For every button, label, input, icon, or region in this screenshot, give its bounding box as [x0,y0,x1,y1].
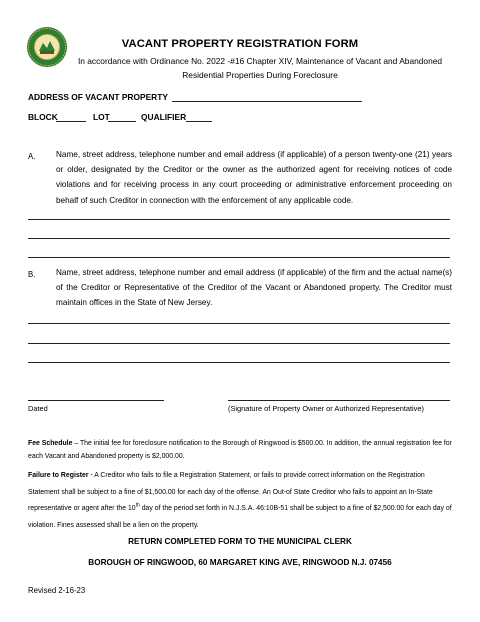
revised-date: Revised 2-16-23 [28,586,86,595]
dated-label: Dated [28,404,48,413]
section-a-line-3[interactable] [28,257,450,258]
section-b-text: Name, street address, telephone number and email address (if applicable) of the firm and the actual name(s) of the Creditor or Representative of the Creditor of the Vacant or Abandoned property. The Creditor must maintain offices in the State of New Jersey. [56,268,452,308]
failure-title: Failure to Register [28,472,89,479]
form-title: VACANT PROPERTY REGISTRATION FORM [121,38,359,50]
lot-label: LOT [93,112,110,122]
block-input-line[interactable] [56,121,86,122]
section-b-line-1[interactable] [28,323,450,324]
address-label: ADDRESS OF VACANT PROPERTY [28,92,168,102]
failure-to-register [28,468,452,534]
signature-label: (Signature of Property Owner or Authorized Representative) [228,404,424,413]
signature-input-line[interactable] [228,400,450,401]
section-b-marker: B. [28,270,36,279]
section-b-line-2[interactable] [28,343,450,344]
section-a-text: Name, street address, telephone number and email address (if applicable) of a person twenty-one (21) years or older, designated by the Creditor or the owner as the authorized agent for receiving notices of code violations and for receiving process in any court proceeding or administrative enforcement proceeding on behalf of such Creditor in connection with the enforcement of any applicable code. [56,150,452,205]
ordinance-subtitle-line-1: In accordance with Ordinance No. 2022 -#16 Chapter XIV, Maintenance of Vacant and Abandoned [77,56,443,66]
lot-input-line[interactable] [108,121,136,122]
section-b-line-3[interactable] [28,362,450,363]
qualifier-input-line[interactable] [186,121,212,122]
failure-text-2: day of the period set forth in N.J.S.A. 46:10B-51 shall be subject to a fine of $2,500.00 for each day of violation. Fines assessed shall be a lien on the property. [28,505,452,529]
return-instruction: RETURN COMPLETED FORM TO THE MUNICIPAL CLERK [128,537,352,546]
ordinance-subtitle-line-2: Residential Properties During Foreclosure [182,70,338,80]
failure-text-1: - A Creditor who fails to file a Registration Statement, or fails to provide correct information on the Registration Statement shall be subject to a fine of $1,500.00 for each day of the offense. An Out-of State Creditor who fails to appoint an In-State representative or agent after the 10 [28,472,433,512]
block-label: BLOCK [28,112,58,122]
failure-sup: th [135,502,140,509]
fee-schedule-text: – The initial fee for foreclosure notification to the Borough of Ringwood is $500.00. In addition, the annual registration fee for each Vacant and Abandoned property is $2,000.00. [28,440,452,460]
section-a-line-2[interactable] [28,238,450,239]
fee-schedule [28,438,452,463]
fee-schedule-title: Fee Schedule [28,440,73,447]
section-a-line-1[interactable] [28,219,450,220]
clerk-address: BOROUGH OF RINGWOOD, 60 MARGARET KING AVE, RINGWOOD N.J. 07456 [88,558,392,567]
qualifier-label: QUALIFIER [141,112,187,122]
date-input-line[interactable] [28,400,164,401]
section-a-marker: A. [28,152,36,161]
address-input-line[interactable] [172,101,362,102]
